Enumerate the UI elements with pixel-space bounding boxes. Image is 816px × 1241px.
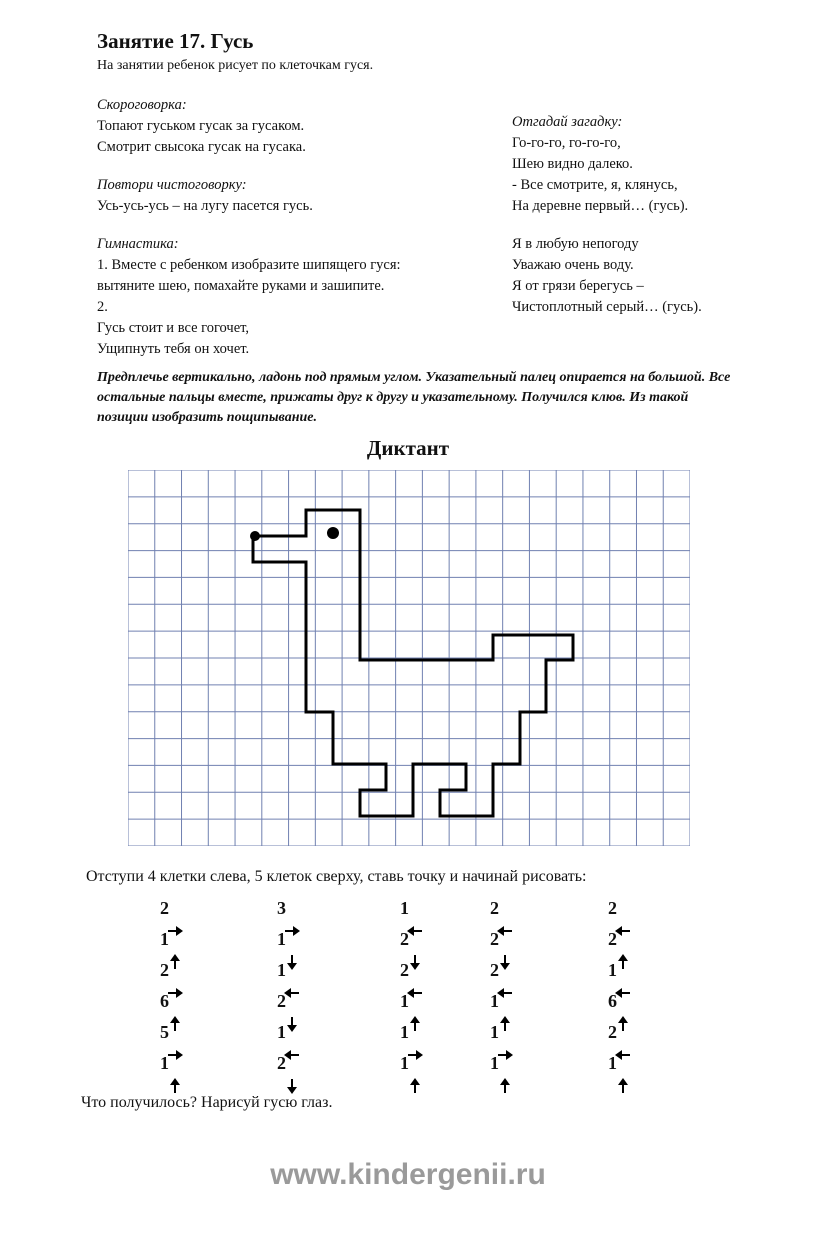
gym-line: 2.: [97, 299, 108, 315]
step-count: 1: [400, 1053, 409, 1073]
gesture-instruction: Предплечье вертикально, ладонь под прямым углом. Указательный палец опирается на большой. Все остальные пальцы вместе, прижаты друг к другу и указательному. Получился клюв. Из такой позиции изобразить пощипывание.: [97, 370, 731, 425]
graph-paper-grid: [128, 470, 690, 846]
step-count: 1: [400, 991, 409, 1011]
riddle-line: Я в любую непогоду: [512, 236, 639, 252]
step-5-6: [608, 1053, 632, 1095]
step-4-6: [490, 1053, 514, 1095]
tongue-twister-heading: Скороговорка:: [97, 97, 187, 113]
step-count: 1: [160, 1053, 169, 1073]
step-count: 2: [608, 1022, 617, 1042]
gym-heading: Гимнастика:: [97, 236, 179, 252]
start-instruction: Отступи 4 клетки слева, 5 клеток сверху, ставь точку и начинай рисовать:: [86, 868, 587, 885]
step-count: 2: [277, 1053, 286, 1073]
step-count: 1: [490, 1022, 499, 1042]
goose-eye-dot: [327, 527, 339, 539]
subtitle: На занятии ребенок рисует по клеточкам гуся.: [97, 58, 374, 73]
step-count: 1: [277, 960, 286, 980]
gym-line: Ущипнуть тебя он хочет.: [97, 341, 250, 357]
step-count: 1: [608, 1053, 617, 1073]
riddle-line: Го-го-го, го-го-го,: [512, 135, 621, 151]
grid-lines: [128, 470, 690, 846]
goose-outline: [253, 510, 573, 816]
riddle-line: Шею видно далеко.: [512, 156, 633, 172]
tongue-twister-line: Топают гуськом гусак за гусаком.: [97, 118, 305, 134]
step-count: 3: [277, 898, 286, 918]
gym-line: 1. Вместе с ребенком изобразите шипящего гуся:: [97, 257, 401, 273]
step-count: 1: [277, 929, 286, 949]
left-column: [97, 95, 517, 360]
pure-talk-heading: Повтори чистоговорку:: [97, 177, 247, 193]
step-count: 2: [490, 960, 499, 980]
step-count: 2: [160, 960, 169, 980]
arrow-up-icon: [406, 1077, 424, 1095]
step-count: 1: [400, 898, 409, 918]
step-count: 2: [400, 929, 409, 949]
goose-start-dot: [250, 531, 260, 541]
step-count: 2: [608, 929, 617, 949]
page-title: Занятие 17. Гусь: [97, 29, 254, 53]
step-count: 1: [490, 991, 499, 1011]
step-count: 2: [490, 898, 499, 918]
arrow-up-icon: [166, 1077, 184, 1095]
arrow-up-icon: [614, 1077, 632, 1095]
site-watermark: www.kindergenii.ru: [270, 1158, 546, 1191]
tongue-twister-line: Смотрит свысока гусак на гусака.: [97, 139, 306, 155]
riddle-line: Чистоплотный серый… (гусь).: [512, 299, 702, 315]
riddle-line: На деревне первый… (гусь).: [512, 198, 689, 214]
pure-talk-line: Усь-усь-усь – на лугу пасется гусь.: [97, 198, 313, 214]
step-count: 1: [400, 1022, 409, 1042]
step-count: 5: [160, 1022, 169, 1042]
right-column: [512, 112, 802, 318]
step-count: 1: [608, 960, 617, 980]
step-count: 2: [490, 929, 499, 949]
riddle-line: Уважаю очень воду.: [512, 257, 634, 273]
step-count: 2: [160, 898, 169, 918]
step-count: 1: [160, 929, 169, 949]
gym-line: вытяните шею, помахайте руками и зашипите.: [97, 278, 385, 294]
step-count: 1: [490, 1053, 499, 1073]
step-count: 1: [277, 1022, 286, 1042]
question: Что получилось? Нарисуй гусю глаз.: [81, 1094, 333, 1111]
step-count: 2: [277, 991, 286, 1011]
step-count: 2: [608, 898, 617, 918]
step-3-6: [400, 1053, 424, 1095]
riddle-line: Я от грязи берегусь –: [512, 278, 644, 294]
riddle-line: - Все смотрите, я, клянусь,: [512, 177, 678, 193]
arrow-down-icon: [283, 1077, 301, 1095]
gym-line: Гусь стоит и все гогочет,: [97, 320, 250, 336]
step-2-6: [277, 1053, 301, 1095]
step-count: 2: [400, 960, 409, 980]
riddle-heading: Отгадай загадку:: [512, 114, 623, 130]
step-count: 6: [160, 991, 169, 1011]
dictant-title: Диктант: [366, 436, 450, 460]
arrow-up-icon: [496, 1077, 514, 1095]
step-count: 6: [608, 991, 617, 1011]
step-1-6: [160, 1053, 184, 1095]
